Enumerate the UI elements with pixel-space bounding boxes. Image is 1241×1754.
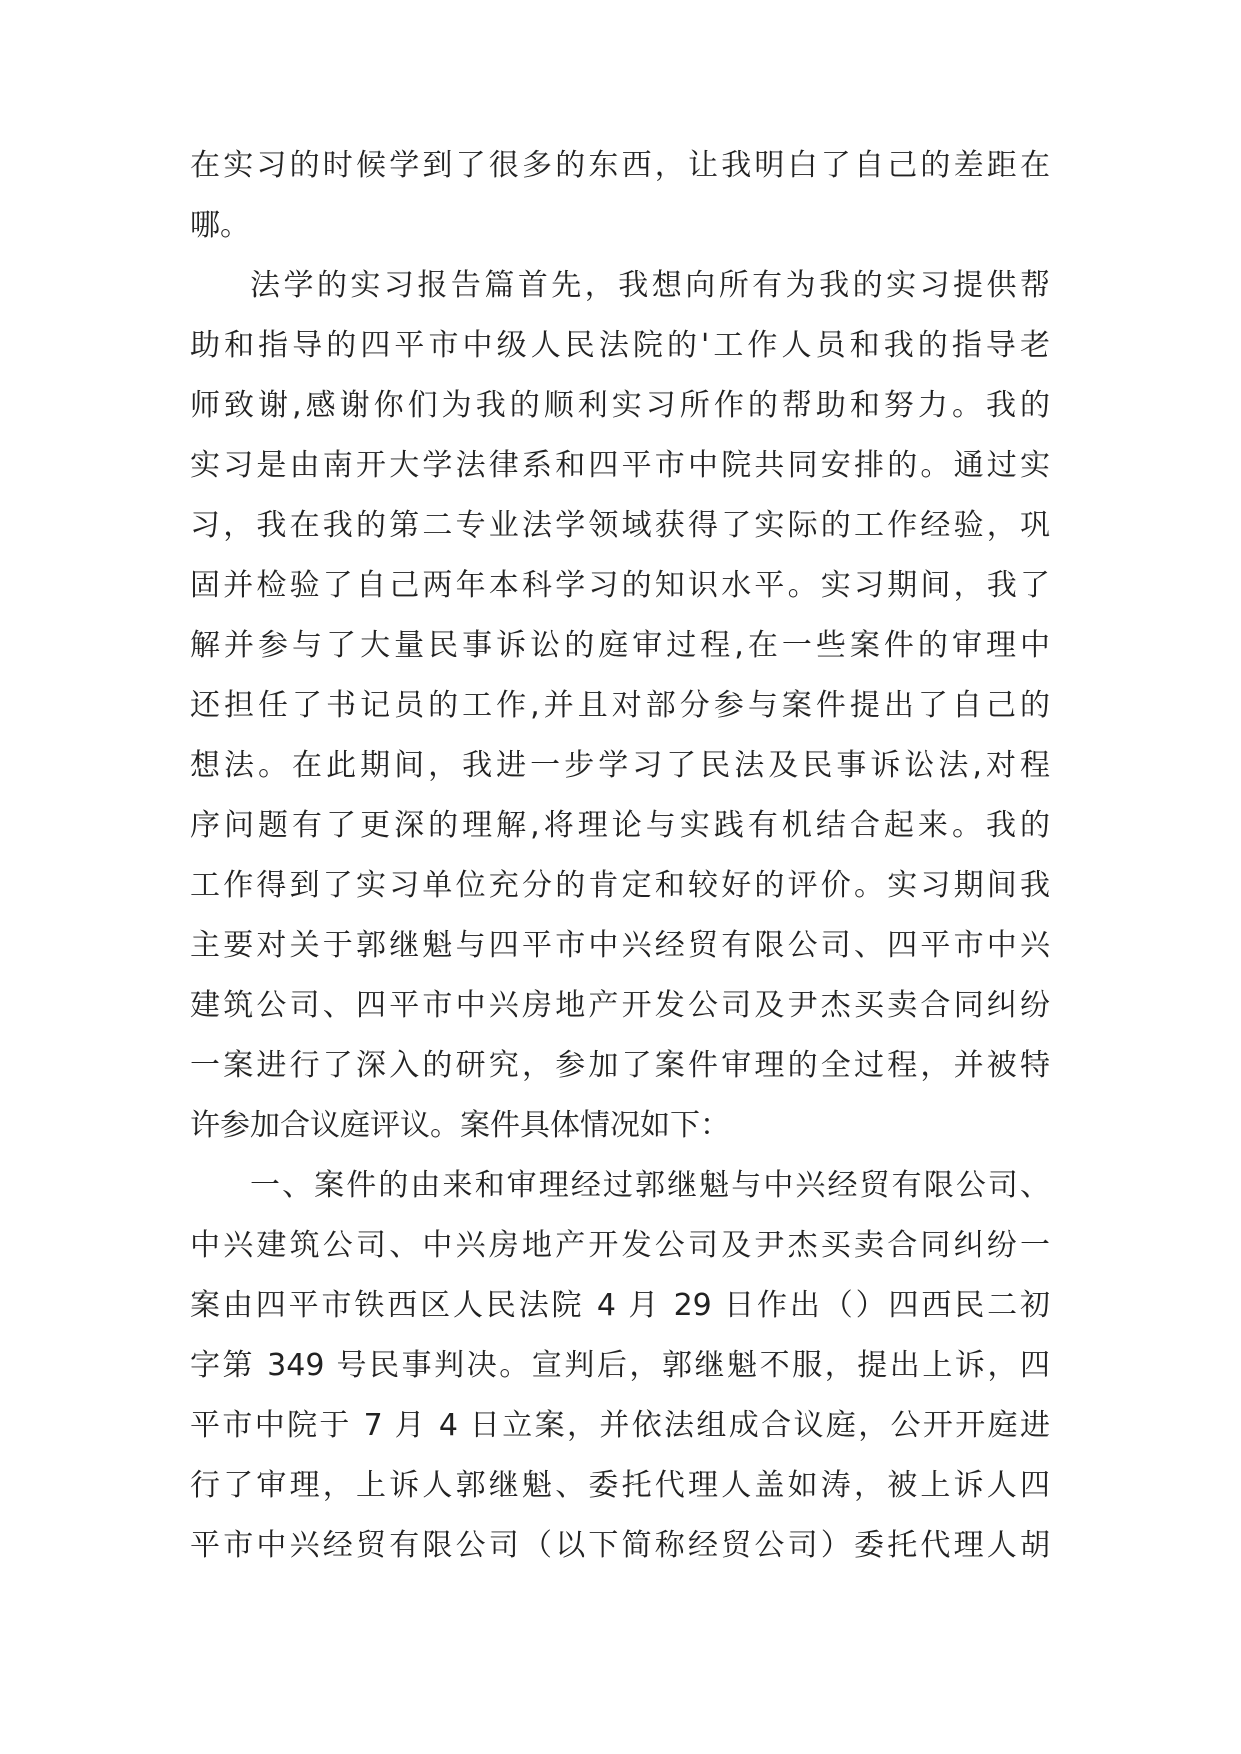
text-line: 行了审理，上诉人郭继魁、委托代理人盖如涛，被上诉人四 [190, 1468, 1050, 1503]
text-line: 平市中兴经贸有限公司（以下简称经贸公司）委托代理人胡 [190, 1528, 1050, 1563]
text-line: 实习是由南开大学法律系和四平市中院共同安排的。通过实 [190, 448, 1050, 483]
text-line: 师致谢,感谢你们为我的顺利实习所作的帮助和努力。我的 [190, 388, 1050, 423]
text-line: 许参加合议庭评议。案件具体情况如下： [190, 1108, 730, 1143]
text-line: 解并参与了大量民事诉讼的庭审过程,在一些案件的审理中 [190, 628, 1050, 663]
text-line: 助和指导的四平市中级人民法院的'工作人员和我的指导老 [190, 328, 1050, 363]
text-line: 还担任了书记员的工作,并且对部分参与案件提出了自己的 [190, 688, 1050, 723]
text-line: 案由四平市铁西区人民法院 4 月 29 日作出（）四西民二初 [190, 1288, 1050, 1323]
text-line: 一案进行了深入的研究，参加了案件审理的全过程，并被特 [190, 1048, 1050, 1083]
text-line: 工作得到了实习单位充分的肯定和较好的评价。实习期间我 [190, 868, 1050, 903]
text-line: 固并检验了自己两年本科学习的知识水平。实习期间，我了 [190, 568, 1050, 603]
text-line: 建筑公司、四平市中兴房地产开发公司及尹杰买卖合同纠纷 [190, 988, 1050, 1023]
text-line: 主要对关于郭继魁与四平市中兴经贸有限公司、四平市中兴 [190, 928, 1050, 963]
text-line: 平市中院于 7 月 4 日立案，并依法组成合议庭，公开开庭进 [190, 1408, 1050, 1443]
text-line: 在实习的时候学到了很多的东西，让我明白了自己的差距在 [190, 148, 1050, 183]
paragraph-first-line: 法学的实习报告篇首先，我想向所有为我的实习提供帮 [250, 268, 1050, 303]
text-line: 序问题有了更深的理解,将理论与实践有机结合起来。我的 [190, 808, 1050, 843]
text-line: 习，我在我的第二专业法学领域获得了实际的工作经验，巩 [190, 508, 1050, 543]
text-line: 哪。 [190, 208, 250, 243]
paragraph-first-line: 一、案件的由来和审理经过郭继魁与中兴经贸有限公司、 [250, 1168, 1050, 1203]
text-line: 中兴建筑公司、中兴房地产开发公司及尹杰买卖合同纠纷一 [190, 1228, 1050, 1263]
text-line: 字第 349 号民事判决。宣判后，郭继魁不服，提出上诉，四 [190, 1348, 1050, 1383]
text-line: 想法。在此期间，我进一步学习了民法及民事诉讼法,对程 [190, 748, 1050, 783]
